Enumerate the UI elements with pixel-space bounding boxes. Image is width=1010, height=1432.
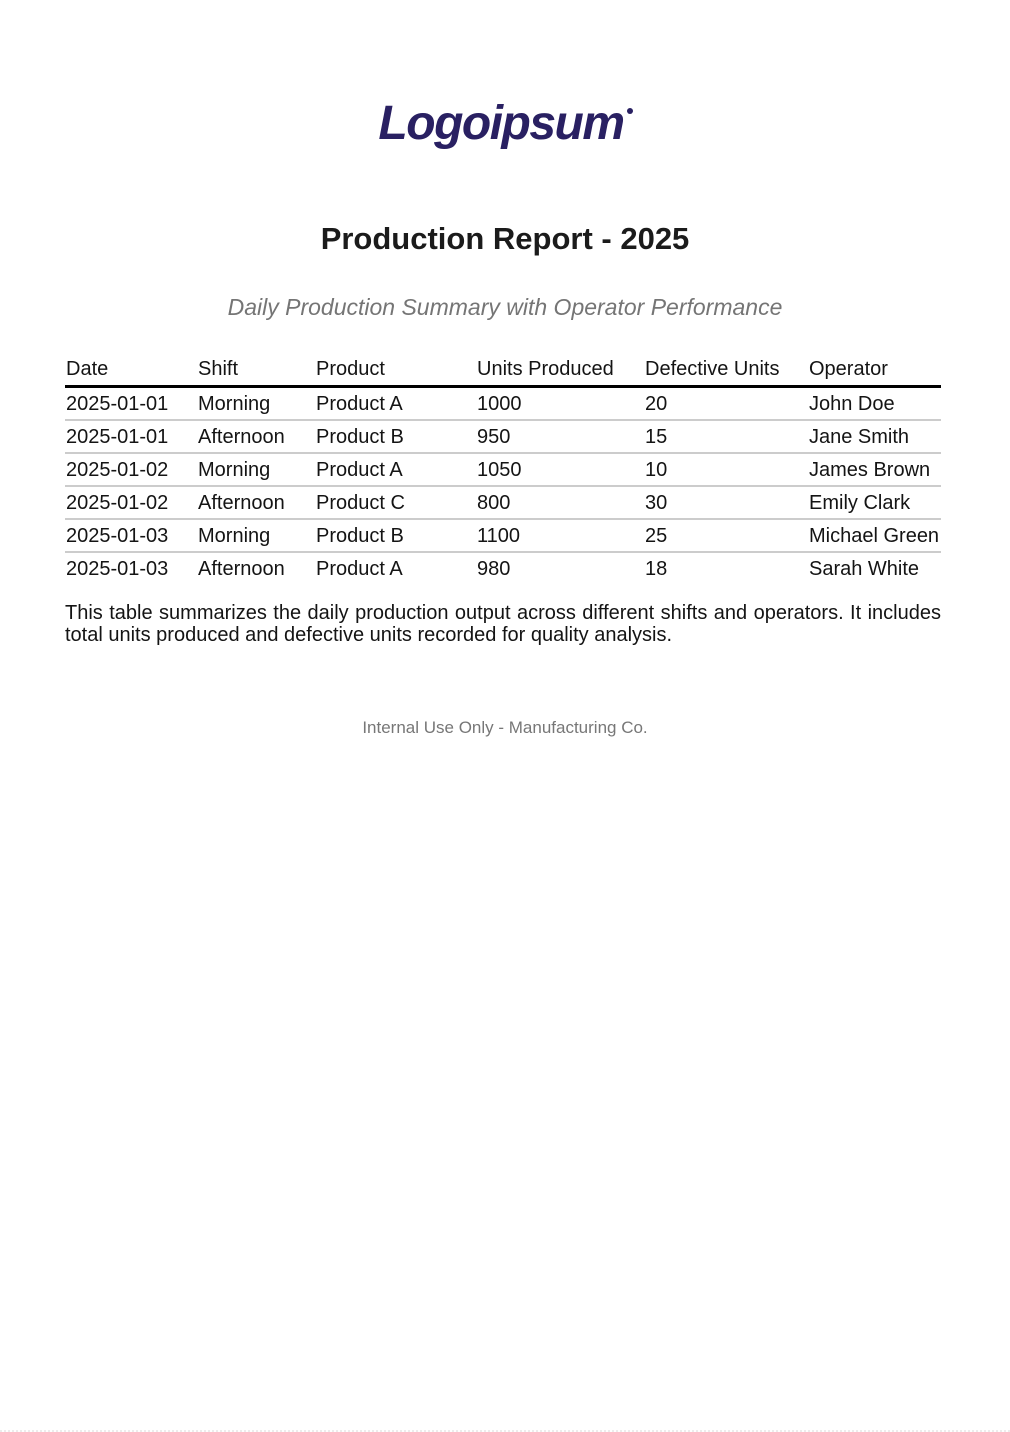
table-cell: John Doe: [808, 387, 941, 421]
table-cell: Emily Clark: [808, 486, 941, 519]
column-header: Operator: [808, 355, 941, 387]
table-cell: 980: [477, 558, 511, 580]
table-cell: Product B: [315, 519, 476, 552]
table-cell: Afternoon: [197, 486, 315, 519]
table-row: [65, 387, 941, 421]
table-cell: Morning: [197, 387, 315, 421]
column-header: Defective Units: [644, 355, 808, 387]
table-header: [65, 355, 941, 387]
table-cell: 30: [644, 486, 808, 519]
table-cell: 800: [476, 486, 644, 519]
table-row: [65, 420, 941, 453]
table-cell: Afternoon: [197, 420, 315, 453]
table-cell: 950: [476, 420, 644, 453]
table-cell: 18: [645, 558, 668, 580]
table-cell: Morning: [197, 519, 315, 552]
production-table: [65, 355, 941, 584]
logoipsum-wordmark-icon: Logoipsum: [378, 98, 631, 150]
column-header: Date: [65, 355, 197, 387]
table-row: [65, 453, 941, 486]
summary-paragraph: This table summarizes the daily production output across different shifts and operators. It includes total units produced and defective units recorded for quality analysis.: [65, 602, 941, 646]
table-cell: 25: [644, 519, 808, 552]
table-cell: 20: [644, 387, 808, 421]
table-cell: Afternoon: [198, 558, 285, 580]
table-cell: Michael Green: [808, 519, 941, 552]
table-cell: 2025-01-01: [65, 420, 197, 453]
table-cell: Product C: [315, 486, 476, 519]
table-cell: Product A: [316, 558, 403, 580]
page-subtitle: Daily Production Summary with Operator Performance: [227, 294, 783, 320]
column-header: Product: [315, 355, 476, 387]
page-title: Production Report - 2025: [320, 221, 690, 256]
table-cell: James Brown: [808, 453, 941, 486]
table-cell: Product A: [315, 387, 476, 421]
table-cell: 1100: [476, 519, 644, 552]
table-cell: Morning: [197, 453, 315, 486]
column-header: Units Produced: [476, 355, 644, 387]
column-header: Shift: [197, 355, 315, 387]
table-cell: 2025-01-03: [66, 558, 169, 580]
table-cell: Jane Smith: [808, 420, 941, 453]
table-row: [65, 519, 941, 552]
table-cell: Product A: [315, 453, 476, 486]
table-cell: 2025-01-03: [65, 519, 197, 552]
table-cell: 1050: [476, 453, 644, 486]
table-cell: Sarah White: [809, 558, 920, 580]
table-cell: 2025-01-02: [65, 453, 197, 486]
table-header-row: [65, 355, 941, 387]
table-cell: 1000: [476, 387, 644, 421]
footer-note: Internal Use Only - Manufacturing Co.: [362, 718, 648, 737]
table-cell: 2025-01-01: [65, 387, 197, 421]
table-cell: Product B: [315, 420, 476, 453]
table-cell: 15: [644, 420, 808, 453]
table-row: [65, 552, 941, 584]
table-cell: 10: [644, 453, 808, 486]
table-row: [65, 486, 941, 519]
logo: [0, 98, 1010, 150]
table-body: [65, 387, 941, 585]
table-cell: 2025-01-02: [65, 486, 197, 519]
